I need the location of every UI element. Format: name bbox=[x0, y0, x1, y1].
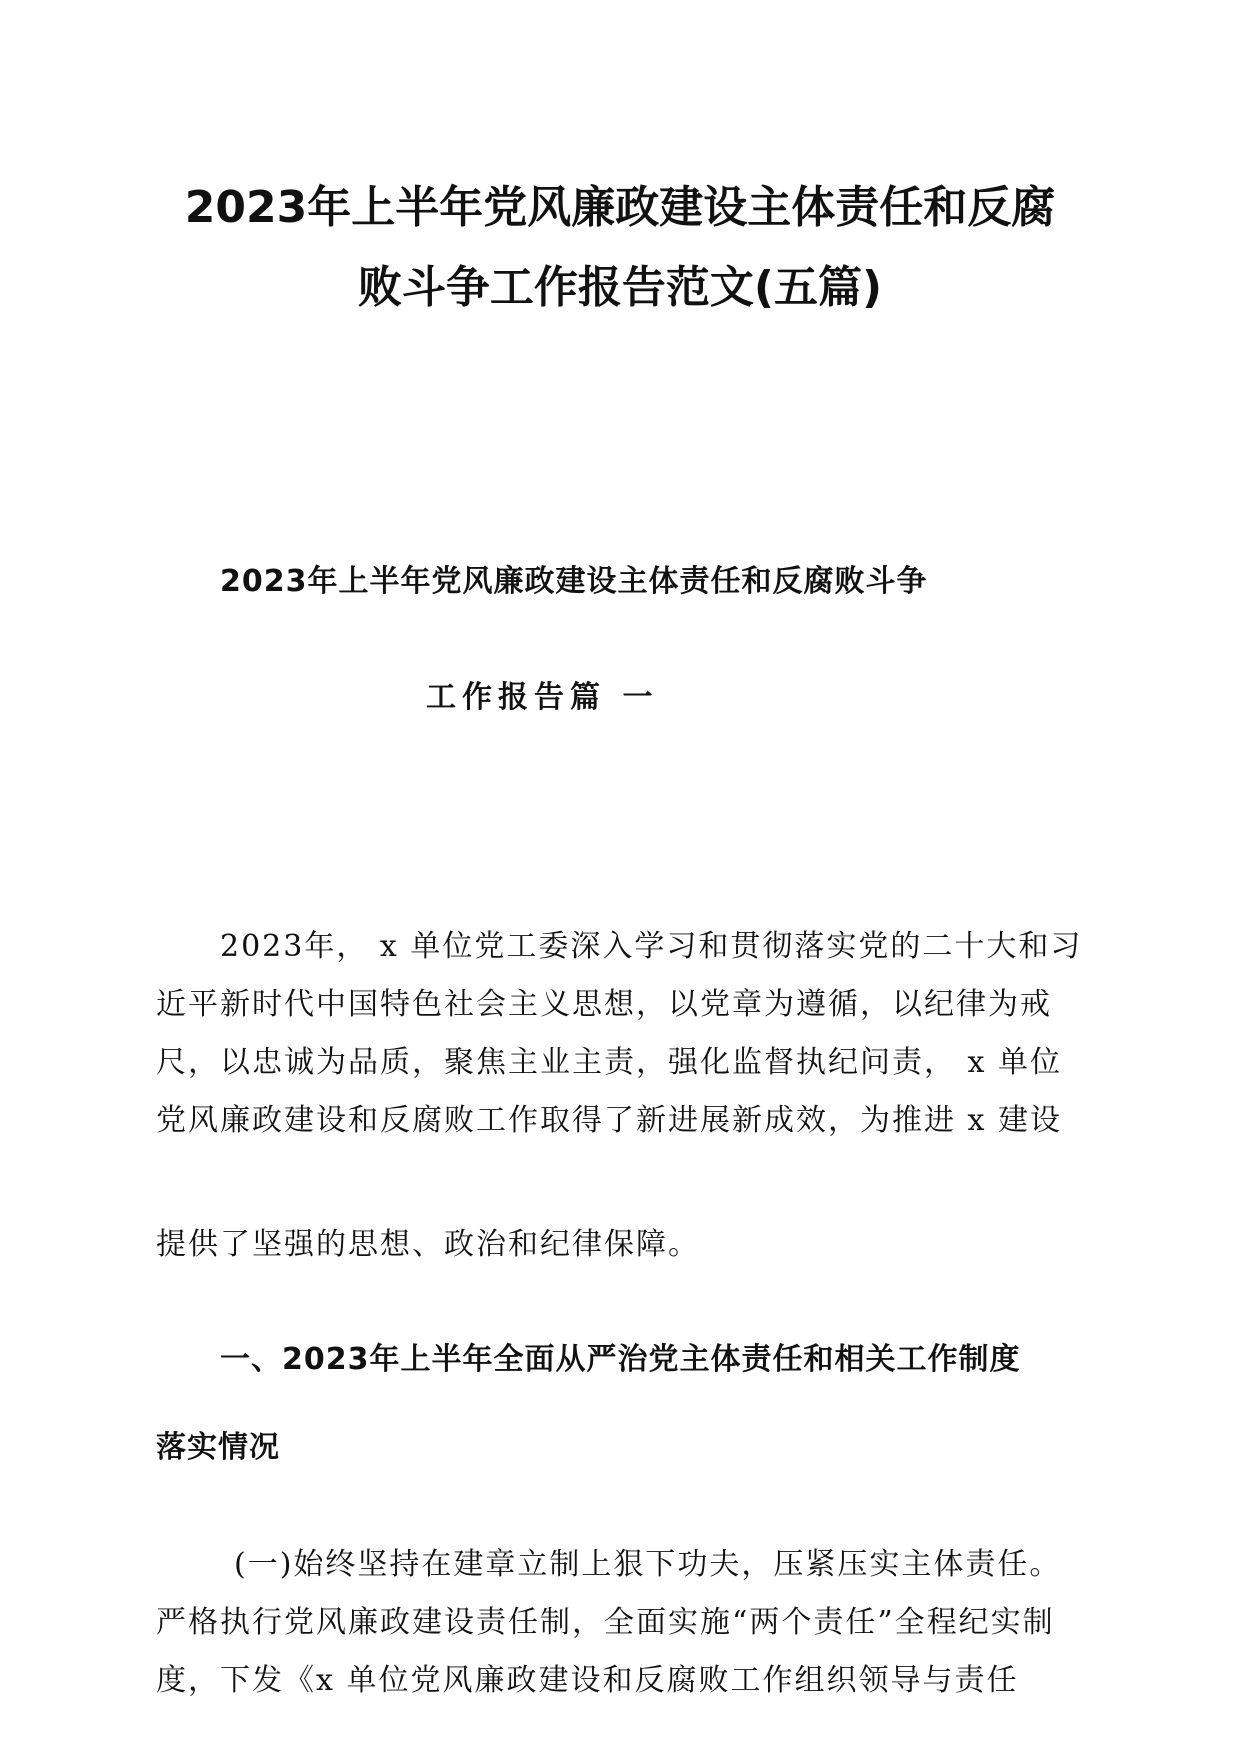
document-title-line-2: 败斗争工作报告范文(五篇) bbox=[357, 262, 883, 313]
body-paragraph: (一)始终坚持在建章立制上狠下功夫，压紧压实主体责任。严格执行党风廉政建设责任制，全面实施“两个责任”全程纪实制度，下发《x 单位党风廉政建设和反腐败工作组织领导与责任 bbox=[156, 1547, 1062, 1698]
section-heading-line-1: 一、2023年上半年全面从严治党主体责任和相关工作制度 bbox=[220, 1342, 1021, 1377]
report-title-line-1: 2023年上半年党风廉政建设主体责任和反腐败斗争 bbox=[220, 564, 928, 599]
section-heading-line-2: 落实情况 bbox=[156, 1430, 280, 1465]
intro-continuation: 提供了坚强的思想、政治和纪律保障。 bbox=[156, 1227, 700, 1262]
intro-paragraph: 2023年， x 单位党工委深入学习和贯彻落实党的二十大和习 近平新时代中国特色社会主义思想，以党章为遵循，以纪律为戒 尺，以忠诚为品质，聚焦主业主责，强化监督执纪问责， x 单位 党风廉政建设和反腐败工作取得了新进展新成效，为推进 x 建设 bbox=[156, 929, 1083, 1138]
document-title-line-1: 2023年上半年党风廉政建设主体责任和反腐 bbox=[184, 182, 1056, 233]
report-title-line-2: 工作报告篇 一 bbox=[426, 680, 659, 715]
